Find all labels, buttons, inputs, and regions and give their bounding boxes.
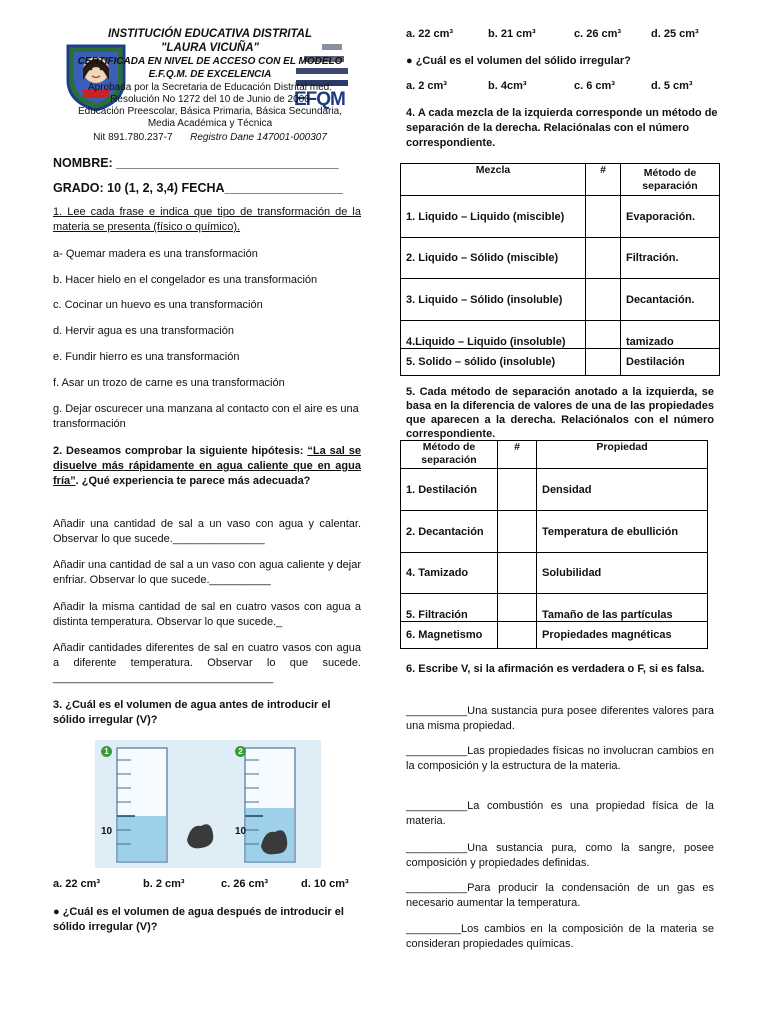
levels-line-2: Media Académica y Técnica: [147, 118, 273, 129]
approval-line: Aprobada por la Secretaria de Educación Distrital med.: [87, 82, 333, 93]
student-grade-line: GRADO: 10 (1, 2, 3,4) FECHA_________________: [53, 181, 343, 195]
q2-prompt: [53, 444, 361, 489]
q2-option-4: Añadir cantidades diferentes de sal en cuatro vasos con agua a diferente temperatura. Observar lo que sucede. ____________________________________: [53, 642, 361, 684]
q1-prompt: 1. Lee cada frase e indica que tipo de transformación de la materia se presenta (físico o químico).: [53, 206, 361, 233]
q2-prompt-start: 2. Deseamos comprobar la siguiente hipótesis:: [53, 445, 308, 457]
q4-metodo-4: tamizado: [621, 321, 720, 349]
q4-metodo-1: Evaporación.: [621, 196, 720, 238]
q5-answer-cell[interactable]: [498, 594, 537, 622]
q4-mezcla-1: 1. Liquido – Liquido (miscible): [401, 196, 586, 238]
q3-options-b: [406, 28, 716, 44]
q1-item-e: e. Fundir hierro es una transformación: [53, 351, 240, 363]
resolution-line: Resolución No 1272 del 10 de Junio de 2008: [110, 94, 310, 105]
q4-table: [400, 163, 720, 376]
q1-item-f: f. Asar un trozo de carne es una transformación: [53, 377, 285, 389]
certification-line: CERTIFICADA EN NIVEL DE ACCESO CON EL MODELO: [77, 56, 343, 67]
table-row: [401, 279, 720, 321]
q5-propiedad-5: Propiedades magnéticas: [537, 622, 708, 649]
q4-mezcla-5: 5. Solido – sólido (insoluble): [401, 349, 586, 376]
q2-prompt-end: . ¿Qué experiencia te parece más adecuada?: [75, 475, 311, 487]
table-row: [401, 511, 708, 553]
table-row: [401, 553, 708, 594]
q5-table-header: [401, 441, 708, 469]
q3b-option-b: b. 21 cm³: [488, 28, 536, 40]
q6-statement-6: _________Los cambios en la composición de la materia se consideran propiedades químicas.: [406, 923, 714, 950]
nit-line: [60, 132, 360, 144]
q4-answer-cell[interactable]: [586, 349, 621, 376]
q4-mezcla-4: 4.Liquido – Liquido (insoluble): [401, 321, 586, 349]
q6-statement-5: __________Para producir la condensación de un gas es necesario aumentar la temperatura.: [406, 882, 714, 909]
q5-table: [400, 440, 708, 649]
table-row: [401, 469, 708, 511]
q3a-option-a: a. 22 cm³: [53, 878, 101, 890]
q5-answer-cell[interactable]: [498, 469, 537, 511]
q2-option-2: Añadir una cantidad de sal a un vaso con agua caliente y dejar enfriar. Observar lo que sucede.__________: [53, 559, 361, 586]
q5-metodo-4: 5. Filtración: [401, 594, 498, 622]
q1-item-b: b. Hacer hielo en el congelador es una transformación: [53, 274, 318, 286]
nit-number: Nit 891.780.237-7: [93, 132, 173, 143]
q4-header-metodo: Método de separación: [621, 164, 720, 196]
table-row: [401, 594, 708, 622]
q4-header-number: #: [586, 164, 621, 196]
q5-answer-cell[interactable]: [498, 511, 537, 553]
q6-statement-3: __________La combustión es una propiedad física de la materia.: [406, 800, 714, 827]
q1-item-g: g. Dejar oscurecer una manzana al contacto con el aire es una transformación: [53, 403, 359, 430]
q5-answer-cell[interactable]: [498, 553, 537, 594]
school-header: [60, 24, 360, 152]
q6-statement-1: __________Una sustancia pura posee diferentes valores para una misma propiedad.: [406, 705, 714, 732]
q4-metodo-3: Decantación.: [621, 279, 720, 321]
table-row: [401, 196, 720, 238]
q6-statement-2: __________Las propiedades físicas no involucran cambios en la composición y la estructura de la materia.: [406, 745, 714, 772]
q2-hypothesis: “La sal se disuelve más rápidamente en agua caliente que en agua fría”: [53, 445, 361, 487]
student-name-line: NOMBRE: ________________________________: [53, 156, 339, 170]
q4-answer-cell[interactable]: [586, 279, 621, 321]
q5-prompt: 5. Cada método de separación anotado a la izquierda, se basa en la diferencia de valores de una de las propiedades que aparecen a la derecha. Relaciónalos con el número correspondiente.: [406, 386, 714, 440]
q4-mezcla-3: 3. Liquido – Sólido (insoluble): [401, 279, 586, 321]
q3a-option-d: d. 10 cm³: [301, 878, 349, 890]
q4-answer-cell[interactable]: [586, 321, 621, 349]
q5-header-metodo: Método de separación: [401, 441, 498, 469]
q3a-option-b: b. 2 cm³: [143, 878, 185, 890]
dane-number: Registro Dane 147001-000307: [190, 132, 327, 143]
q4-header-mezcla: Mezcla: [401, 164, 586, 196]
table-row: [401, 622, 708, 649]
q5-answer-cell[interactable]: [498, 622, 537, 649]
q3-options-a: [53, 878, 361, 894]
q4-answer-cell[interactable]: [586, 196, 621, 238]
q3b-option-a: a. 22 cm³: [406, 28, 454, 40]
q3c-option-c: c. 6 cm³: [574, 80, 615, 92]
q2-option-1: Añadir una cantidad de sal a un vaso con agua y calentar. Observar lo que sucede._______________: [53, 518, 361, 545]
q6-statement-4: __________Una sustancia pura, como la sangre, posee composición y propiedades definidas.: [406, 842, 714, 869]
q4-answer-cell[interactable]: [586, 238, 621, 279]
cylinder-1-mark: 10: [101, 826, 113, 837]
q5-metodo-5: 6. Magnetismo: [401, 622, 498, 649]
q4-metodo-5: Destilación: [621, 349, 720, 376]
q1-item-d: d. Hervir agua es una transformación: [53, 325, 234, 337]
q3b-option-c: c. 26 cm³: [574, 28, 622, 40]
cylinder-2-mark: 10: [235, 826, 247, 837]
q3-prompt: 3. ¿Cuál es el volumen de agua antes de introducir el sólido irregular (V)?: [53, 699, 331, 726]
q5-metodo-3: 4. Tamizado: [401, 553, 498, 594]
q3c-option-d: d. 5 cm³: [651, 80, 693, 92]
q5-header-propiedad: Propiedad: [537, 441, 708, 469]
q3-prompt-b: ● ¿Cuál es el volumen de agua después de introducir el sólido irregular (V)?: [53, 906, 344, 933]
cylinder-2-badge: 2: [235, 746, 246, 757]
q5-propiedad-1: Densidad: [537, 469, 708, 511]
q3b-option-d: d. 25 cm³: [651, 28, 699, 40]
cylinder-1-badge: 1: [101, 746, 112, 757]
q6-prompt: 6. Escribe V, si la afirmación es verdadera o F, si es falsa.: [406, 663, 705, 675]
q3c-option-a: a. 2 cm³: [406, 80, 447, 92]
q2-option-3: Añadir la misma cantidad de sal en cuatro vasos con agua a distinta temperatura. Observar lo que sucede._: [53, 601, 361, 628]
q4-mezcla-2: 2. Liquido – Sólido (miscible): [401, 238, 586, 279]
q5-metodo-1: 1. Destilación: [401, 469, 498, 511]
q5-header-number: #: [498, 441, 537, 469]
cylinders-figure: [95, 740, 321, 868]
q4-metodo-2: Filtración.: [621, 238, 720, 279]
q5-propiedad-3: Solubilidad: [537, 553, 708, 594]
q3-prompt-c: ● ¿Cuál es el volumen del sólido irregular?: [406, 55, 631, 67]
q5-propiedad-4: Tamaño de las partículas: [537, 594, 708, 622]
table-row: [401, 321, 720, 349]
q4-prompt: 4. A cada mezcla de la izquierda corresponde un método de separación de la derecha. Relaciónalas con el número correspondiente.: [406, 107, 718, 149]
efqm-line: E.F.Q.M. DE EXCELENCIA: [148, 69, 272, 80]
efqm-logo-text: EFQM: [294, 89, 345, 110]
institution-title: INSTITUCIÓN EDUCATIVA DISTRITAL: [107, 28, 312, 40]
q1-item-a: a- Quemar madera es una transformación: [53, 248, 258, 260]
q3c-option-b: b. 4cm³: [488, 80, 527, 92]
q1-item-c: c. Cocinar un huevo es una transformación: [53, 299, 263, 311]
q5-propiedad-2: Temperatura de ebullición: [537, 511, 708, 553]
table-row: [401, 349, 720, 376]
school-name: "LAURA VICUÑA": [160, 42, 259, 54]
q4-table-header: [401, 164, 720, 196]
levels-line: Educación Preescolar, Básica Primaria, Básica Secundaria,: [77, 106, 343, 117]
q3-options-c: [406, 80, 716, 96]
q5-metodo-2: 2. Decantación: [401, 511, 498, 553]
q3a-option-c: c. 26 cm³: [221, 878, 269, 890]
table-row: [401, 238, 720, 279]
